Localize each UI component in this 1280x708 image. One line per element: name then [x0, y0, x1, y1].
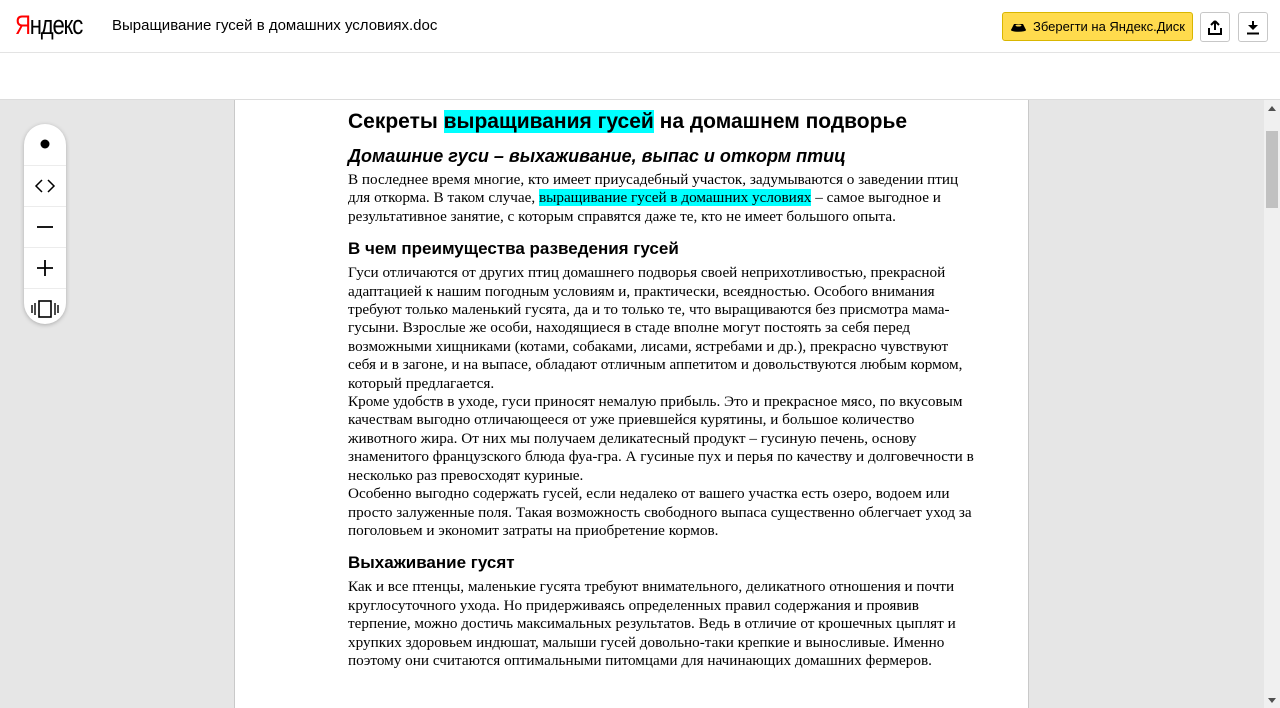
paragraph-advantages-1: Гуси отличаются от других птиц домашнего подворья своей неприхотливостью, прекрасной адаптацией к нашим погодным условиям и, практически, всеядностью. Особого внимания требуют только маленький гусята, да и то только те, что выращиваются без присмотра мама-гусыни. Взрослые же особи, находящиеся в стаде вполне могут постоять за себя перед возможными хищниками (котами, собаками, лисами, ястребами и др.), прекрасно чувствуют себя и в загоне, и на выпасе, обладают отличным аппетитом и довольствуются любым кормом, который предлагается. [348, 264, 963, 392]
next-page-icon[interactable] [45, 178, 57, 194]
scrollbar-thumb[interactable] [1266, 131, 1278, 208]
download-button[interactable] [1238, 12, 1268, 42]
paragraph-text-end: – самое выгодное и результативное занятие, с которым справятся даже те, кто не имеет большого опыта. [348, 189, 941, 225]
zoom-in-button[interactable] [24, 247, 66, 287]
download-icon [1246, 20, 1260, 35]
minus-icon [36, 218, 54, 236]
triangle-down-icon [1268, 698, 1276, 703]
viewer-toolbar [24, 124, 66, 324]
cursor-mode-button[interactable] [24, 124, 66, 164]
prev-page-icon[interactable] [33, 178, 45, 194]
document-title: Выращивание гусей в домашних условиях.doc [112, 17, 438, 34]
document-page [234, 100, 1029, 708]
document-viewer[interactable] [0, 100, 1264, 708]
document-heading [348, 108, 978, 135]
fit-page-button[interactable] [24, 288, 66, 328]
section-heading-italic: Домашние гуси – выхаживание, выпас и откорм птиц [348, 146, 846, 166]
save-to-disk-button[interactable] [1002, 12, 1193, 41]
zoom-out-button[interactable] [24, 206, 66, 246]
paragraph-text: В последнее время многие, кто имеет приусадебный участок, задумываются о заведении птиц для откорма. В таком случае, [348, 171, 959, 207]
scroll-up-arrow[interactable] [1264, 100, 1280, 116]
section-heading-advantages: В чем преимущества разведения гусей [348, 239, 679, 259]
heading-text-end: на домашнем подворье [653, 110, 908, 133]
triangle-up-icon [1268, 106, 1276, 111]
fit-page-icon [30, 299, 60, 319]
page-nav-buttons[interactable] [24, 165, 66, 205]
paragraph-goslings: Как и все птенцы, маленькие гусята требуют внимательного, деликатного отношения и почти круглосуточного ухода. Но придерживаясь определенных правил содержания и проявив терпение, можно достичь максимальных результатов. Ведь в отличие от крошечных цыплят и хрупких здоровьем индюшат, малыши гусей довольно-таки крепкие и выносливые. Именно поэтому они считаются оптимальными питомцами для начинающих домашних фермеров. [348, 578, 956, 669]
logo-rest: ндекс [29, 10, 83, 40]
paragraph-advantages-3: Особенно выгодно содержать гусей, если недалеко от вашего участка есть озеро, водоем или просто залуженные поля. Такая возможность свободного выпаса существенно облегчает уход за поголовьем и экономит затраты на приобретение кормов. [348, 485, 972, 539]
heading-highlight: выращивания гусей [443, 110, 654, 133]
plus-icon [36, 259, 54, 277]
section-heading-goslings: Выхаживание гусят [348, 553, 515, 573]
heading-text: Секреты [348, 110, 444, 133]
top-bar [0, 0, 1280, 53]
dot-icon [40, 139, 50, 149]
paragraph-intro [348, 171, 978, 226]
disk-icon [1010, 21, 1027, 32]
share-button[interactable] [1200, 12, 1230, 42]
page-content [348, 108, 978, 670]
scroll-down-arrow[interactable] [1264, 692, 1280, 708]
logo-first-letter: Я [15, 10, 30, 40]
sub-toolbar [0, 53, 1280, 100]
save-to-disk-label: Зберегти на Яндекс.Диск [1032, 19, 1185, 34]
paragraph-advantages-2: Кроме удобств в уходе, гуси приносят немалую прибыль. Это и прекрасное мясо, по вкусовым качествам выгодно отличающееся от уже приевшейся курятины, и большое количество животного жира. От них мы получаем деликатесный продукт – гусиную печень, основу знаменитого французского блюда фуа-гра. А гусиные пух и перья по качеству и долговечности в несколько раз превосходят куриные. [348, 393, 974, 484]
vertical-scrollbar[interactable] [1264, 100, 1280, 708]
paragraph-highlight: выращивание гусей в домашних условиях [538, 189, 812, 207]
yandex-logo[interactable] [15, 10, 82, 41]
share-icon [1208, 20, 1222, 35]
